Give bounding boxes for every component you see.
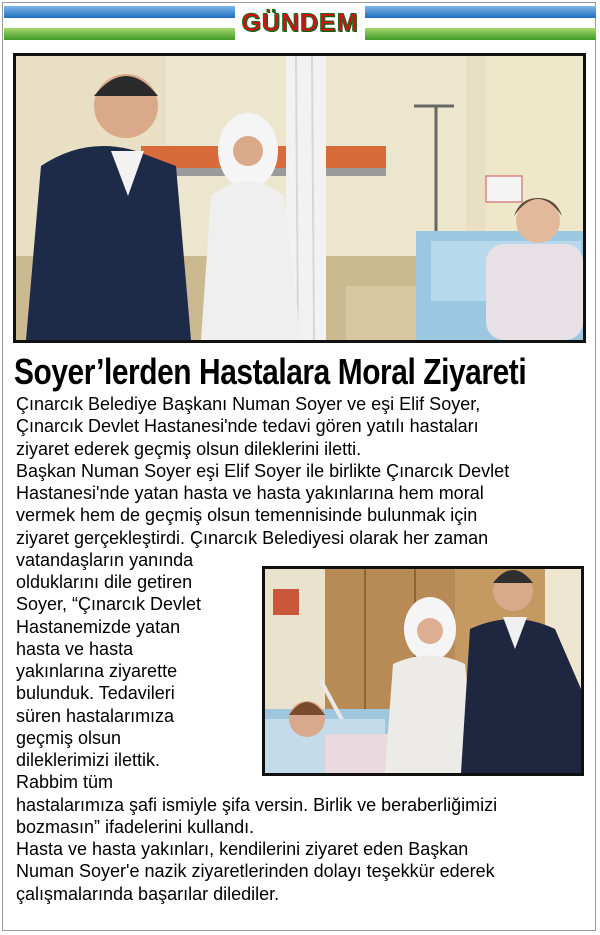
article-line: Numan Soyer'e nazik ziyaretlerinden dolayı teşekkür ederek bbox=[16, 861, 495, 881]
photo-visit-hospital-room bbox=[16, 56, 583, 340]
photo-visit-patient-bed bbox=[265, 569, 581, 773]
article-line: bulunduk. Tedavileri bbox=[16, 683, 175, 703]
article-line: süren hastalarımıza bbox=[16, 706, 175, 726]
article-line: Başkan Numan Soyer eşi Elif Soyer ile birlikte Çınarcık Devlet bbox=[16, 461, 510, 481]
article-line: Rabbim tüm bbox=[16, 772, 114, 792]
article-line: hastalarımıza şafi ismiyle şifa versin. Birlik ve beraberliğimizi bbox=[16, 795, 498, 815]
inset-photo bbox=[262, 566, 584, 776]
masthead bbox=[0, 6, 600, 40]
article-line: ziyaret gerçekleştirdi. Çınarcık Belediyesi olarak her zaman bbox=[16, 528, 489, 548]
article-line: yakınlarına ziyarette bbox=[16, 661, 178, 681]
article-line: Hastanemizde yatan bbox=[16, 617, 181, 637]
article-line: vermek hem de geçmiş olsun temennisinde bulunmak için bbox=[16, 505, 478, 525]
article-line: Hastanesi'nde yatan hasta ve hasta yakınlarına hem moral bbox=[16, 483, 484, 503]
article-line: ziyaret ederek geçmiş olsun dileklerini iletti. bbox=[16, 439, 362, 459]
article-headline: Soyer’lerden Hastalara Moral Ziyareti bbox=[14, 351, 527, 392]
section-title: GÜNDEM bbox=[235, 6, 364, 40]
article-line: vatandaşların yanında bbox=[16, 550, 194, 570]
article-line: geçmiş olsun bbox=[16, 728, 122, 748]
article-line: çalışmalarında başarılar dilediler. bbox=[16, 884, 280, 904]
article-line: hasta ve hasta bbox=[16, 639, 134, 659]
article-line: bozmasın” ifadelerini kullandı. bbox=[16, 817, 255, 837]
article-line: Çınarcık Devlet Hastanesi'nde tedavi gören yatılı hastaları bbox=[16, 416, 479, 436]
article-line: dileklerimizi ilettik. bbox=[16, 750, 161, 770]
article-line: olduklarını dile getiren bbox=[16, 572, 193, 592]
article-line: Çınarcık Belediye Başkanı Numan Soyer ve eşi Elif Soyer, bbox=[16, 394, 481, 414]
article-line: Soyer, “Çınarcık Devlet bbox=[16, 594, 202, 614]
article-line: Hasta ve hasta yakınları, kendilerini ziyaret eden Başkan bbox=[16, 839, 469, 859]
main-photo bbox=[13, 53, 586, 343]
